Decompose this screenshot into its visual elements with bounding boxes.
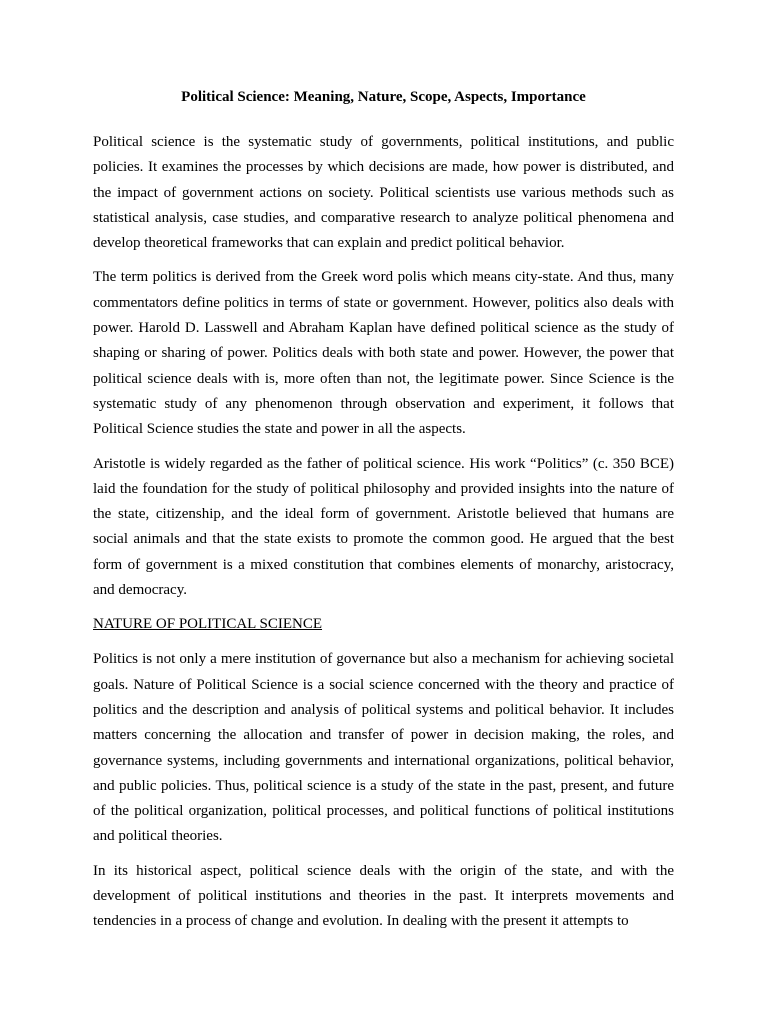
paragraph-nature: Politics is not only a mere institution of governance but also a mechanism for achieving societal goals. Nature of Political Science is a social science concerned with the theory and practice of politics and the description and analysis of political systems and political behavior. It includes matters concerning the allocation and transfer of power in decision making, the roles, and governance systems, including governments and international organizations, political behavior, and public policies. Thus, political science is a study of the state in the past, present, and future of the political organization, political processes, and political functions of political institutions and political theories. bbox=[93, 651, 674, 845]
paragraph-etymology: The term politics is derived from the Greek word polis which means city-state. And thus, many commentators define politics in terms of state or government. However, politics also deals with power. Harold D. Lasswell and Abraham Kaplan have defined political science as the study of shaping or sharing of power. Politics deals with both state and power. However, the power that political science deals with is, more often than not, the legitimate power. Since Science is the systematic study of any phenomenon through observation and experiment, it follows that Political Science studies the state and power in all the aspects. bbox=[93, 269, 674, 438]
paragraph-aristotle: Aristotle is widely regarded as the father of political science. His work “Politics” (c. 350 BCE) laid the foundation for the study of political philosophy and provided insights into the nature of the state, citizenship, and the ideal form of government. Aristotle believed that humans are social animals and that the state exists to promote the common good. He argued that the best form of government is a mixed constitution that combines elements of monarchy, aristocracy, and democracy. bbox=[93, 455, 674, 599]
document-page bbox=[93, 87, 674, 944]
paragraph-historical-aspect: In its historical aspect, political science deals with the origin of the state, and with the development of political institutions and theories in the past. It interprets movements and tendencies in a process of change and evolution. In dealing with the present it attempts to bbox=[93, 862, 674, 930]
document-title: Political Science: Meaning, Nature, Scope, Aspects, Importance bbox=[181, 89, 586, 105]
paragraph-definition: Political science is the systematic study of governments, political institutions, and public policies. It examines the processes by which decisions are made, how power is distributed, and the impact of government actions on society. Political scientists use various methods such as statistical analysis, case studies, and comparative research to analyze political phenomena and develop theoretical frameworks that can explain and predict political behavior. bbox=[93, 134, 674, 252]
section-heading-nature: NATURE OF POLITICAL SCIENCE bbox=[93, 616, 323, 633]
